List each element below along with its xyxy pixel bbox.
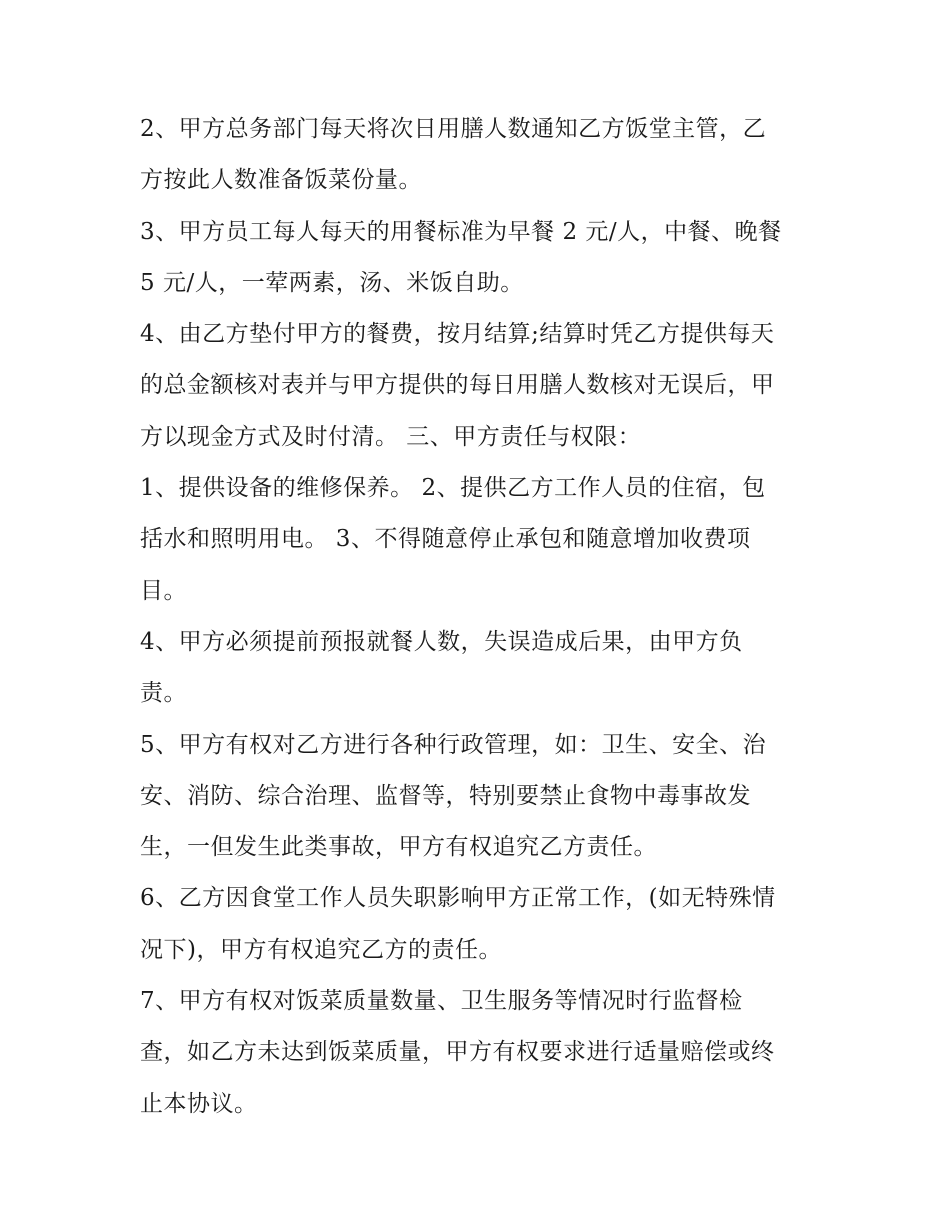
text-line: 7、甲方有权对饭菜质量数量、卫生服务等情况时行监督检 [140,988,743,1015]
paragraph-clause-3 [140,207,815,310]
text-line: 5 元/人，一荤两素，汤、米饭自助。 [140,269,524,296]
paragraph-clause-2 [140,104,815,207]
text-line: 方按此人数准备饭菜份量。 [140,167,422,194]
paragraph-party-a-clause-7 [140,976,815,1130]
text-line: 生，一但发生此类事故，甲方有权追究乙方责任。 [140,834,657,861]
text-line: 5、甲方有权对乙方进行各种行政管理，如：卫生、安全、治 [140,731,767,758]
paragraph-party-a-clause-1 [140,463,815,617]
paragraph-party-a-clause-5 [140,720,815,874]
text-line: 3、甲方员工每人每天的用餐标准为早餐 2 元/人，中餐、晚餐 [140,218,782,245]
text-line: 止本协议。 [140,1090,258,1117]
text-line: 2、甲方总务部门每天将次日用膳人数通知乙方饭堂主管，乙 [140,116,767,142]
text-line: 况下)，甲方有权追究乙方的责任。 [140,936,502,963]
text-line: 责。 [140,680,187,707]
text-line: 4、由乙方垫付甲方的餐费，按月结算;结算时凭乙方提供每天 [140,321,775,348]
text-line: 安、消防、综合治理、监督等，特别要禁止食物中毒事故发 [140,782,751,809]
text-line: 1、提供设备的维修保养。 2、提供乙方工作人员的住宿，包 [140,475,766,502]
text-line: 查，如乙方未达到饭菜质量，甲方有权要求进行适量赔偿或终 [140,1039,775,1066]
text-line: 方以现金方式及时付清。 三、甲方责任与权限： [140,423,642,450]
text-line: 括水和照明用电。 3、不得随意停止承包和随意增加收费项 [140,526,751,553]
document-body [140,104,815,1130]
text-line: 4、甲方必须提前预报就餐人数，失误造成后果，由甲方负 [140,628,743,655]
text-line: 的总金额核对表并与甲方提供的每日用膳人数核对无误后，甲 [140,372,775,399]
paragraph-party-a-clause-4 [140,617,815,720]
paragraph-party-a-clause-6 [140,873,815,976]
paragraph-clause-4 [140,309,815,463]
text-line: 6、乙方因食堂工作人员失职影响甲方正常工作，(如无特殊情 [140,885,776,912]
text-line: 目。 [140,577,187,604]
